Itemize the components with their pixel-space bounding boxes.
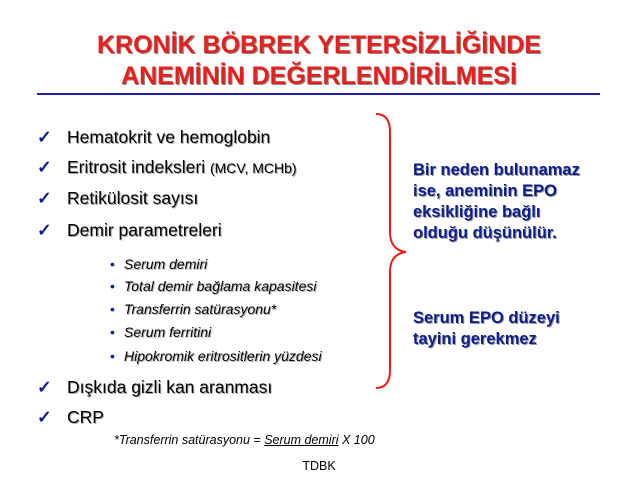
check-icon: ✓ (37, 188, 52, 208)
bullet-icon: • (110, 324, 115, 340)
source-label: TDBK (302, 459, 336, 473)
check-icon: ✓ (37, 377, 52, 397)
title-line-2: ANEMİNİN DEĞERLENDİRİLMESİ (121, 62, 517, 90)
iron-parameter-item: • Transferrin satürasyonu* (110, 301, 277, 317)
check-icon: ✓ (37, 157, 52, 177)
iron-parameter-item: • Hipokromik eritrositlerin yüzdesi (110, 348, 322, 364)
footnote: *Transferrin satürasyonu = Serum demiri X 100 (114, 433, 375, 447)
checklist-item: ✓ Hematokrit ve hemoglobin (37, 127, 271, 147)
iron-parameter-item: • Total demir bağlama kapasitesi (110, 278, 317, 294)
epo-deficiency-note: Bir neden bulunamaz ise, aneminin EPO eksikliğine bağlı olduğu düşünülür. (413, 161, 580, 242)
slide-title (0, 30, 638, 92)
checklist-item: ✓ Dışkıda gizli kan aranması (37, 377, 273, 397)
check-icon: ✓ (37, 407, 52, 427)
check-icon: ✓ (37, 127, 52, 147)
check-icon: ✓ (37, 220, 52, 240)
checklist-item: ✓ CRP (37, 407, 104, 427)
bullet-icon: • (110, 301, 115, 317)
checklist-item: ✓ Eritrosit indeksleri (MCV, MCHb) (37, 157, 297, 177)
bullet-icon: • (110, 278, 115, 294)
bullet-icon: • (110, 348, 115, 364)
iron-parameter-item: • Serum ferritini (110, 324, 212, 340)
title-line-1: KRONİK BÖBREK YETERSİZLİĞİNDE (96, 31, 542, 59)
checklist-item: ✓ Retikülosit sayısı (37, 188, 199, 208)
epo-level-note: Serum EPO düzeyi tayini gerekmez (413, 309, 560, 348)
indices-detail: (MCV, MCHb) (209, 160, 297, 176)
curly-brace-icon (366, 112, 414, 392)
title-divider (37, 93, 600, 95)
checklist-item: ✓ Demir parametreleri (37, 220, 222, 240)
bullet-icon: • (110, 256, 115, 272)
iron-parameter-item: • Serum demiri (110, 256, 208, 272)
